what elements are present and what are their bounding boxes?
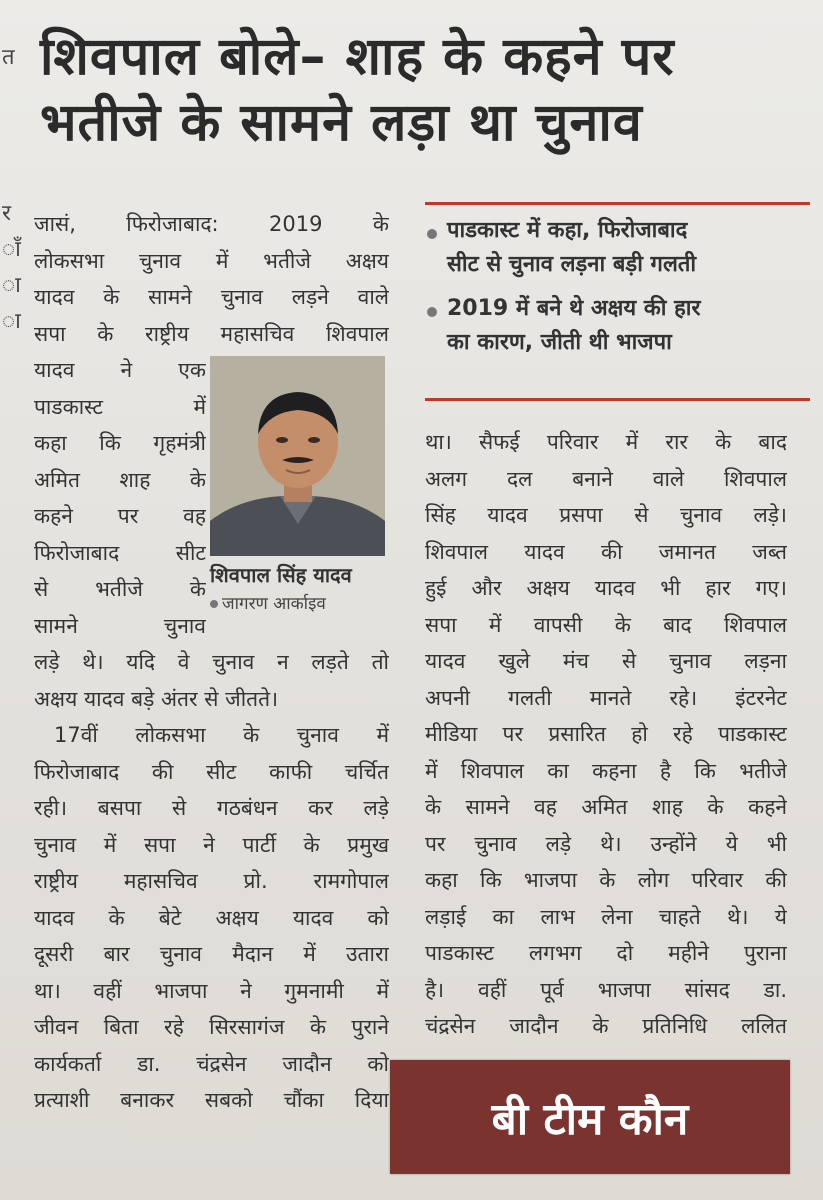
article-line: शिवपाल यादव की जमानत जब्त <box>425 539 787 564</box>
highlight-line: 2019 में बने थे अक्षय की हार <box>447 296 701 321</box>
article-line: है। वहीं पूर्व भाजपा सांसद डा. <box>425 977 787 1002</box>
article-line: कार्यकर्ता डा. चंद्रसेन जादौन को <box>34 1051 389 1076</box>
edge-fragment: त <box>2 45 15 70</box>
highlight-item <box>425 292 810 360</box>
article-line: यादव के बेटे अक्षय यादव को <box>34 905 389 930</box>
article-line: प्रत्याशी बनाकर सबको चौंका दिया <box>34 1088 389 1112</box>
portrait-photo-icon <box>210 356 385 556</box>
article-line: के सामने वह अमित शाह के कहने <box>425 795 787 819</box>
highlights-box <box>425 214 810 360</box>
article-line: से भतीजे के <box>34 577 206 601</box>
article-line: कहा कि भाजपा के लोग परिवार की <box>425 868 787 892</box>
article-line: फिरोजाबाद की सीट काफी चर्चित <box>34 759 389 784</box>
article-line: अलग दल बनाने वाले शिवपाल <box>425 466 787 491</box>
bullet-icon <box>427 307 437 317</box>
article-line: पाडकास्ट में <box>34 394 206 419</box>
edge-fragment: ा <box>2 273 21 298</box>
article-line: था। सैफई परिवार में रार के बाद <box>425 430 787 454</box>
bullet-icon <box>210 600 218 608</box>
article-line: में शिवपाल का कहना है कि भतीजे <box>425 758 787 783</box>
article-line: जासं, फिरोजाबाद: 2019 के <box>34 212 389 236</box>
photo-caption <box>210 560 390 618</box>
article-line: पाडकास्ट लगभग दो महीने पुराना <box>425 941 787 965</box>
photo-credit <box>210 590 390 618</box>
photo-credit-text: जागरण आर्काइव <box>222 594 326 614</box>
edge-fragment: र <box>2 201 11 226</box>
portrait-illustration <box>210 356 385 556</box>
article-line: लड़ाई का लाभ लेना चाहते थे। ये <box>425 904 787 929</box>
article-line: फिरोजाबाद सीट <box>34 540 206 565</box>
article-line: सपा में वापसी के बाद शिवपाल <box>425 612 787 637</box>
article-line: हुई और अक्षय यादव भी हार गए। <box>425 576 787 600</box>
right-article-column <box>425 424 797 1045</box>
bullet-icon <box>427 229 437 239</box>
article-line: अमित शाह के <box>34 467 206 492</box>
article-line: सिंह यादव प्रसपा से चुनाव लड़े। <box>425 503 787 527</box>
article-line: दूसरी बार चुनाव मैदान में उतारा <box>34 942 389 966</box>
headline-line-2: भतीजे के सामने लड़ा था चुनाव <box>40 93 643 153</box>
article-line: राष्ट्रीय महासचिव प्रो. रामगोपाल <box>34 869 389 893</box>
b-team-banner <box>390 1060 790 1174</box>
article-line: कहने पर वह <box>34 504 206 528</box>
headline-line-1: शिवपाल बोले– शाह के कहने पर <box>40 27 675 87</box>
highlight-bottom-rule <box>425 398 810 401</box>
banner-title: बी टीम कौन <box>491 1094 689 1145</box>
left-article-column <box>34 206 394 1119</box>
article-line: चंद्रसेन जादौन के प्रतिनिधि ललित <box>425 1014 787 1038</box>
article-line: लड़े थे। यदि वे चुनाव न लड़ते तो <box>34 650 389 674</box>
edge-fragment: ाँ <box>2 237 21 262</box>
article-line: रही। बसपा से गठबंधन कर लड़े <box>34 796 389 820</box>
article-line: मीडिया पर प्रसारित हो रहे पाडकास्ट <box>425 722 787 746</box>
photo-caption-name: शिवपाल सिंह यादव <box>210 563 352 587</box>
highlight-line: का कारण, जीती थी भाजपा <box>447 330 672 355</box>
highlight-item <box>425 214 810 282</box>
article-line: अक्षय यादव बड़े अंतर से जीतते। <box>34 686 279 711</box>
article-line: यादव खुले मंच से चुनाव लड़ना <box>425 649 787 673</box>
article-line: अपनी गलती मानते रहे। इंटरनेट <box>425 685 787 710</box>
article-line: यादव के सामने चुनाव लड़ने वाले <box>34 285 389 309</box>
article-line: सामने चुनाव <box>34 613 206 638</box>
article-line: था। वहीं भाजपा ने गुमनामी में <box>34 978 389 1003</box>
edge-fragment: ा <box>2 309 21 334</box>
article-line: यादव ने एक <box>34 358 206 382</box>
article-line: सपा के राष्ट्रीय महासचिव शिवपाल <box>34 321 389 346</box>
article-line: चुनाव में सपा ने पार्टी के प्रमुख <box>34 832 389 857</box>
article-line: पर चुनाव लड़े थे। उन्होंने ये भी <box>425 831 787 856</box>
article-line: लोकसभा चुनाव में भतीजे अक्षय <box>34 248 389 273</box>
article-line: जीवन बिता रहे सिरसागंज के पुराने <box>34 1015 389 1039</box>
article-line: 17वीं लोकसभा के चुनाव में <box>54 723 389 747</box>
highlight-line: पाडकास्ट में कहा, फिरोजाबाद <box>447 218 688 243</box>
highlight-top-rule <box>425 202 810 205</box>
article-line: कहा कि गृहमंत्री <box>34 431 206 455</box>
headline <box>40 24 810 156</box>
highlight-line: सीट से चुनाव लड़ना बड़ी गलती <box>447 252 697 277</box>
